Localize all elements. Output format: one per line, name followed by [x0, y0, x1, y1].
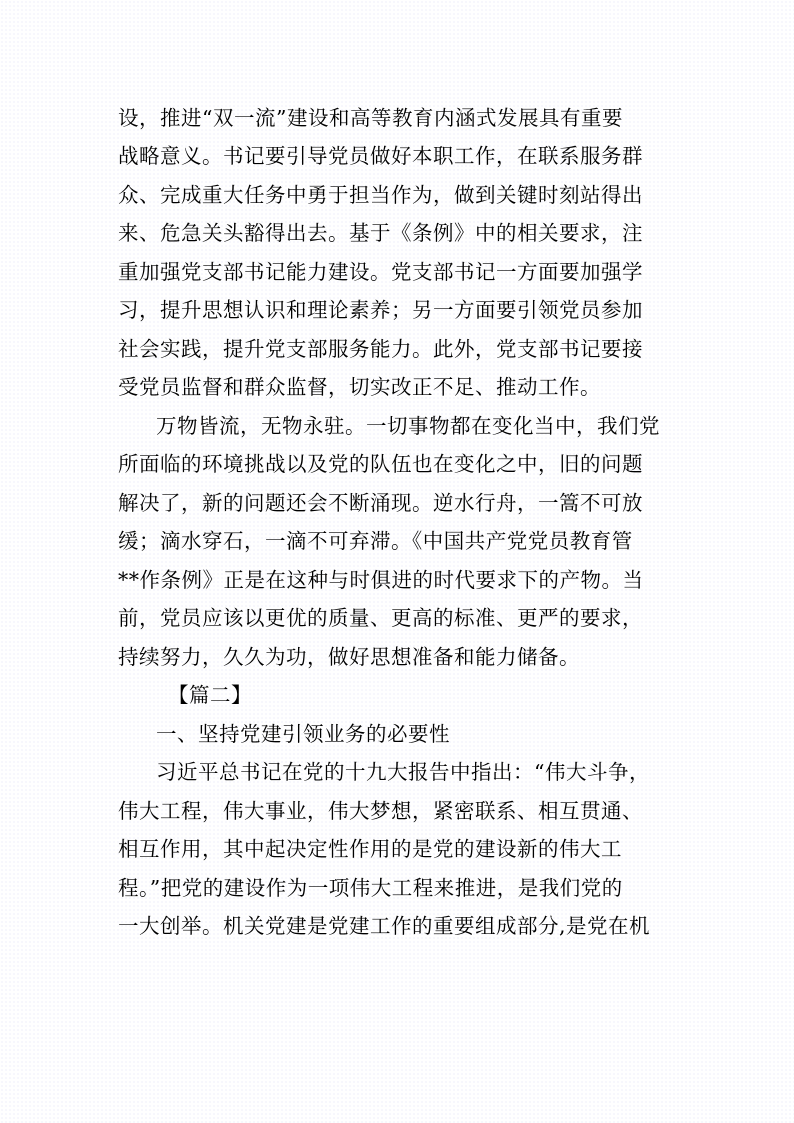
section-subheading: 一、坚持党建引领业务的必要性 — [156, 722, 450, 746]
paragraph-1-line-2: 战略意义。书记要引导党员做好本职工作，在联系服务群 — [118, 144, 643, 168]
paragraph-3-line-3: 相互作用，其中起决定性作用的是党的建设新的伟大工 — [118, 837, 622, 861]
paragraph-3-line-5: 一大创举。机关党建是党建工作的重要组成部分,是党在机 — [118, 914, 651, 938]
paragraph-2-line-1: 万物皆流，无物永驻。一切事物都在变化当中，我们党 — [156, 414, 660, 438]
section-header: 【篇二】 — [168, 683, 252, 707]
paragraph-3-line-4: 程。”把党的建设作为一项伟大工程来推进，是我们党的 — [118, 876, 623, 900]
paragraph-1-line-3: 众、完成重大任务中勇于担当作为，做到关键时刻站得出 — [118, 183, 643, 207]
paragraph-2-line-2: 所面临的环境挑战以及党的队伍也在变化之中，旧的问题 — [118, 452, 643, 476]
paragraph-3-line-1: 习近平总书记在党的十九大报告中指出：“伟大斗争， — [156, 760, 650, 784]
paragraph-2-line-3: 解决了，新的问题还会不断涌现。逆水行舟，一篙不可放 — [118, 491, 643, 515]
paragraph-1-line-8: 受党员监督和群众监督，切实改正不足、推动工作。 — [118, 375, 601, 399]
paragraph-2-line-4: 缓；滴水穿石，一滴不可弃滞。《中国共产党党员教育管 — [118, 529, 633, 553]
paragraph-1-line-7: 社会实践，提升党支部服务能力。此外，党支部书记要接 — [118, 337, 643, 361]
paragraph-2-line-7: 持续努力，久久为功，做好思想准备和能力储备。 — [118, 645, 580, 669]
paragraph-2-line-6: 前，党员应该以更优的质量、更高的标准、更严的要求， — [118, 606, 643, 630]
paragraph-3-line-2: 伟大工程，伟大事业，伟大梦想，紧密联系、相互贯通、 — [118, 799, 643, 823]
paragraph-1-line-6: 习，提升思想认识和理论素养；另一方面要引领党员参加 — [118, 298, 643, 322]
paragraph-1-line-5: 重加强党支部书记能力建设。党支部书记一方面要加强学 — [118, 260, 643, 284]
paragraph-1-line-1: 设，推进“双一流”建设和高等教育内涵式发展具有重要 — [118, 106, 623, 130]
paragraph-2-line-5: **作条例》正是在这种与时俱进的时代要求下的产物。当 — [118, 568, 644, 592]
paragraph-1-line-4: 来、危急关头豁得出去。基于《条例》中的相关要求，注 — [118, 221, 643, 245]
